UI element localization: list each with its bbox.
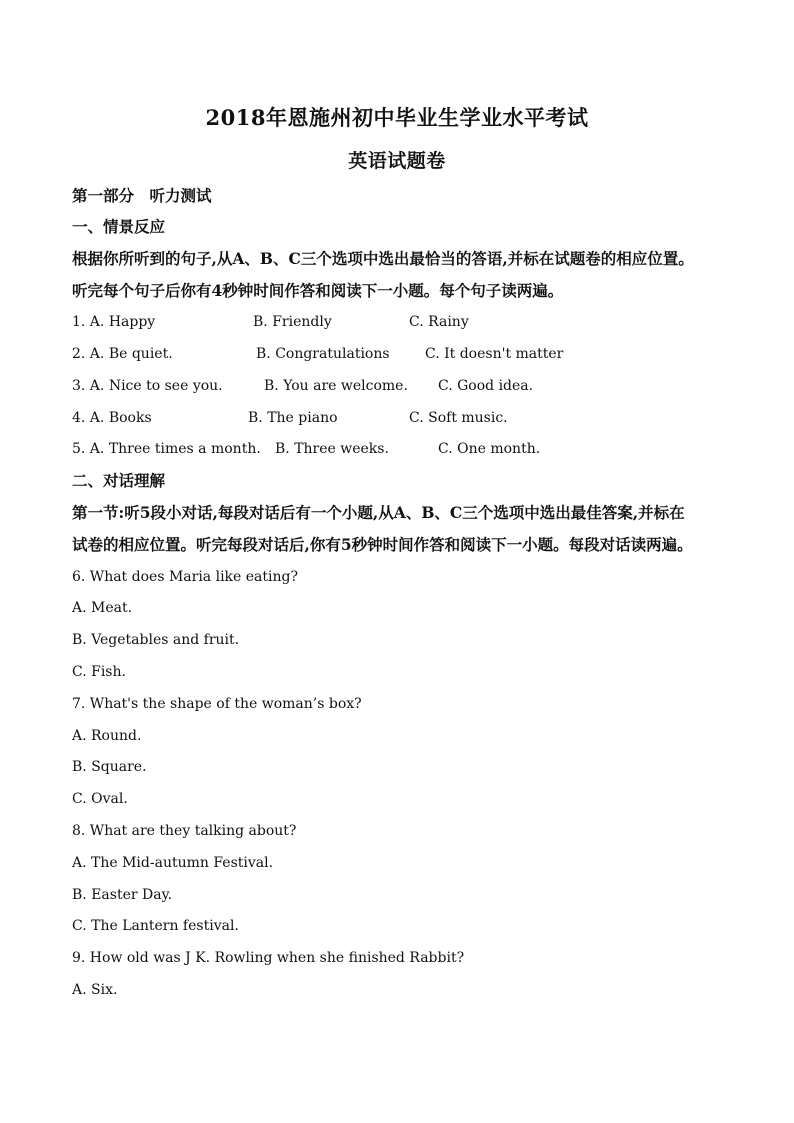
exam-title: 2018年恩施州初中毕业生学业水平考试 (205, 105, 589, 130)
answer-option: C. Oval. (72, 791, 128, 807)
option-b: B. Friendly (253, 314, 332, 330)
option-c: C. Good idea. (438, 378, 534, 394)
question-line: 6. What does Maria like eating? (72, 569, 298, 585)
option-c: C. It doesn't matter (425, 346, 564, 362)
answer-option: B. Vegetables and fruit. (72, 632, 240, 648)
answer-option: A. Meat. (72, 600, 133, 616)
answer-option: C. The Lantern festival. (72, 918, 239, 934)
option-a: 2. A. Be quiet. (72, 346, 173, 362)
option-a: 5. A. Three times a month. (72, 441, 261, 457)
option-a: 3. A. Nice to see you. (72, 378, 223, 394)
option-b: B. Congratulations (256, 346, 390, 362)
answer-option: A. Six. (72, 982, 118, 998)
answer-option: C. Fish. (72, 664, 126, 680)
answer-option: A. The Mid-autumn Festival. (72, 855, 274, 871)
answer-option: A. Round. (72, 728, 142, 744)
option-b: B. The piano (248, 410, 338, 426)
exam-subtitle: 英语试题卷 (348, 150, 446, 172)
section2-instruction-line-1: 第一节:听5段小对话,每段对话后有一个小题,从A、B、C三个选项中选出最佳答案,并标在 (72, 503, 685, 522)
question-line: 7. What's the shape of the woman’s box? (72, 696, 362, 712)
answer-option: B. Square. (72, 759, 147, 775)
option-a: 1. A. Happy (72, 314, 156, 330)
answer-option: B. Easter Day. (72, 887, 173, 903)
section2-instruction-line-2: 试卷的相应位置。听完每段对话后,你有5秒钟时间作答和阅读下一小题。每段对话读两遍。 (72, 535, 693, 554)
option-a: 4. A. Books (72, 410, 152, 426)
section1-heading: 一、情景反应 (72, 217, 166, 236)
section2-heading: 二、对话理解 (72, 471, 166, 490)
section1-instruction-line-1: 根据你所听到的句子,从A、B、C三个选项中选出最恰当的答语,并标在试题卷的相应位置。 (72, 249, 694, 268)
option-c: C. One month. (438, 441, 541, 457)
section1-instruction-line-2: 听完每个句子后你有4秒钟时间作答和阅读下一小题。每个句子读两遍。 (72, 281, 564, 300)
option-b: B. You are welcome. (264, 378, 408, 394)
option-c: C. Rainy (409, 314, 469, 330)
question-line: 8. What are they talking about? (72, 823, 297, 839)
part1-heading: 第一部分 听力测试 (72, 186, 212, 205)
question-line: 9. How old was J K. Rowling when she finished Rabbit? (72, 950, 465, 966)
option-b: B. Three weeks. (275, 441, 389, 457)
option-c: C. Soft music. (409, 410, 508, 426)
